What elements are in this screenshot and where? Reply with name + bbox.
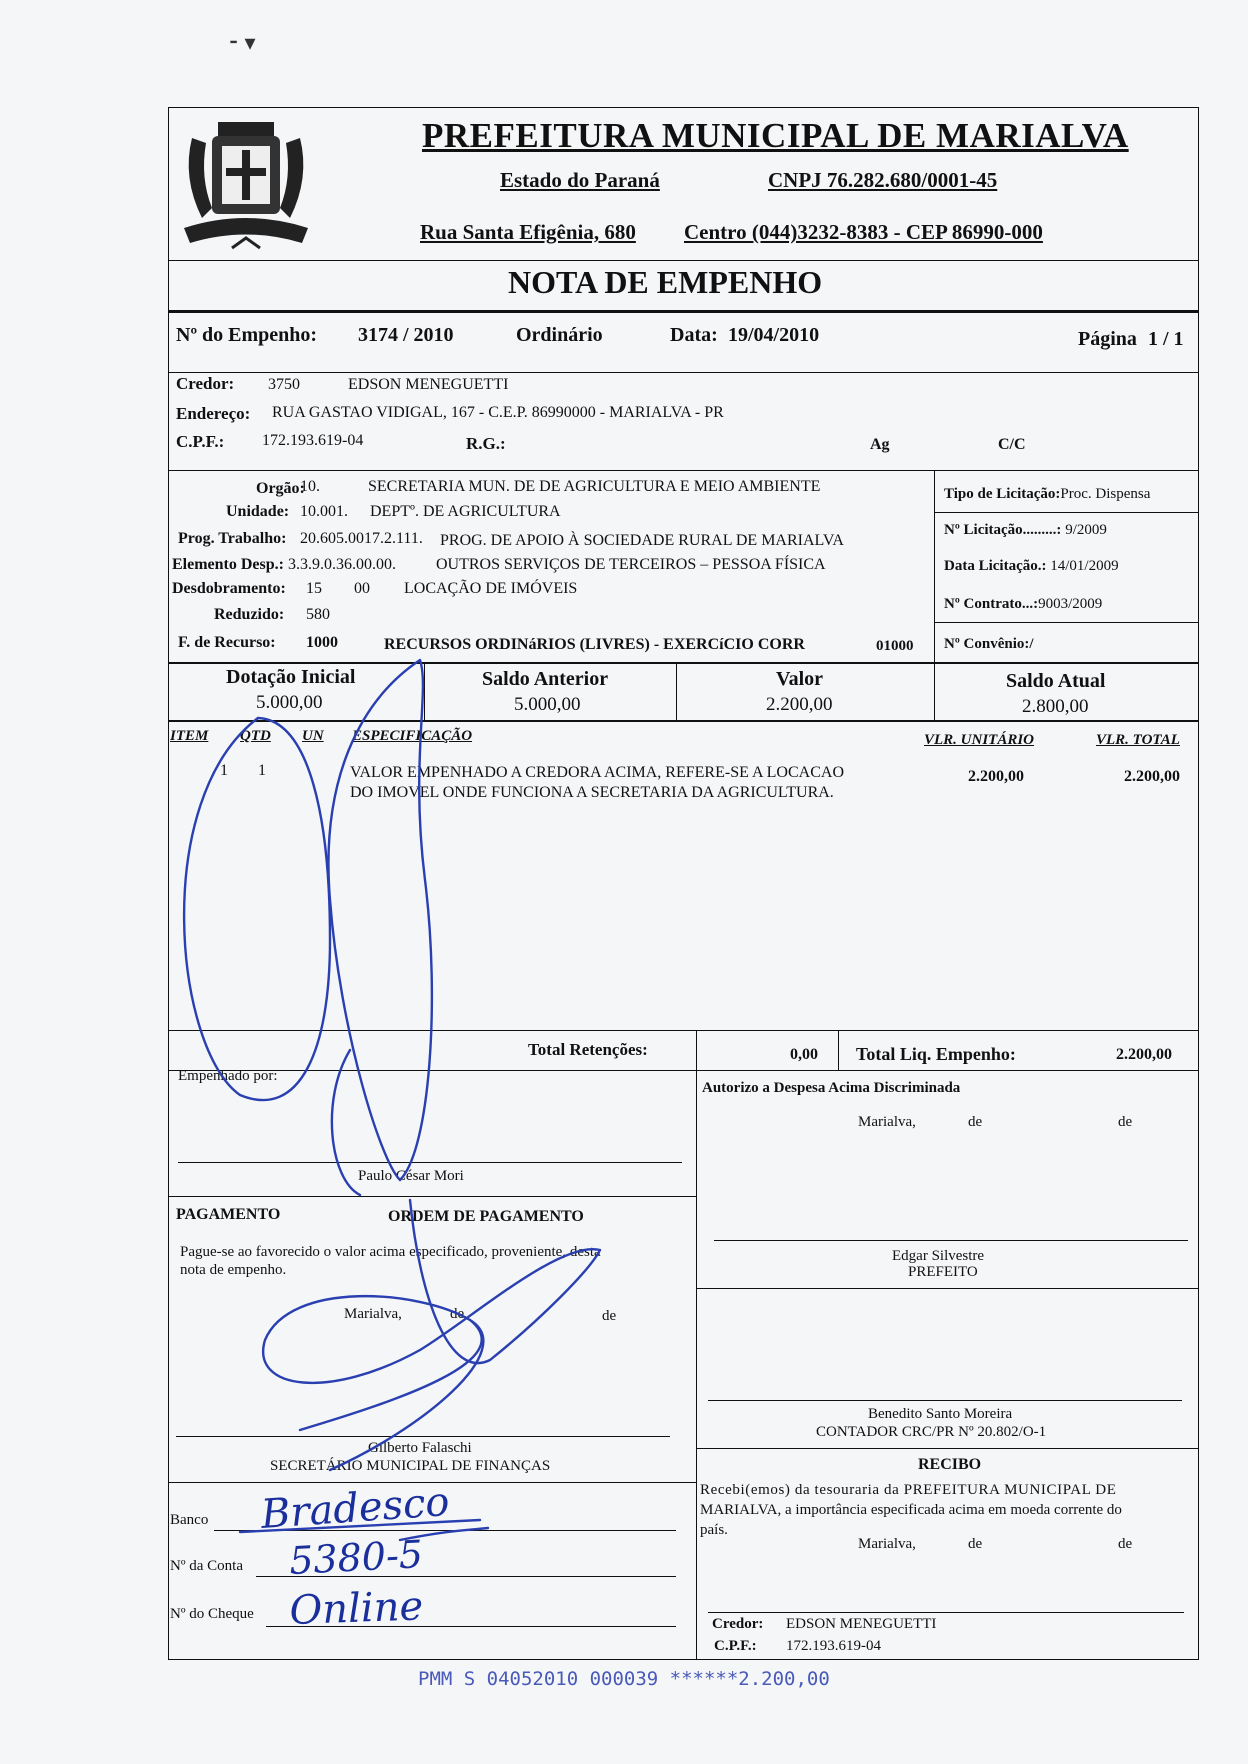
payment-stamp: PMM S 04052010 000039 ******2.200,00	[418, 1668, 830, 1690]
signature-line	[714, 1240, 1188, 1241]
autorizo-place: Marialva,	[858, 1114, 916, 1130]
orgao-label: Orgão:	[256, 480, 305, 497]
empenho-number-label: Nº do Empenho:	[176, 324, 318, 346]
reduzido-label: Reduzido:	[214, 606, 285, 623]
reduzido-value: 580	[306, 606, 330, 623]
cc-label: C/C	[998, 436, 1026, 453]
prog-label: Prog. Trabalho:	[178, 530, 287, 547]
col-vlr-unitario: VLR. UNITÁRIO	[924, 732, 1035, 748]
convenio-label: Nº Convênio:/	[944, 636, 1034, 652]
licitacao-numero-value: 9/2009	[1065, 522, 1107, 538]
recurso-name: RECURSOS ORDINáRIOS (LIVRES) - EXERCíCIO CORR	[384, 636, 805, 653]
divider	[168, 310, 1199, 313]
recibo-text3: país.	[700, 1522, 728, 1538]
item-total-value: 2.200,00	[1124, 768, 1180, 785]
divider	[168, 1196, 696, 1197]
signature-line	[176, 1436, 670, 1437]
recibo-de1: de	[968, 1536, 983, 1552]
secretario-name: Gilberto Falaschi	[368, 1440, 472, 1456]
divider	[168, 1070, 1199, 1071]
contrato	[944, 596, 1102, 613]
signature-line	[708, 1612, 1184, 1613]
licitacao-tipo-label: Tipo de Licitação:	[944, 486, 1061, 502]
divider	[838, 1030, 839, 1070]
cpf-label: C.P.F.:	[176, 432, 225, 451]
desdobramento-code2: 00	[354, 580, 370, 597]
divider	[934, 662, 935, 720]
prog-name: PROG. DE APOIO À SOCIEDADE RURAL DE MARIALVA	[440, 532, 844, 549]
cnpj: CNPJ 76.282.680/0001-45	[768, 168, 998, 192]
divider	[696, 1448, 1199, 1449]
elemento-label: Elemento Desp.:	[172, 556, 284, 573]
empenho-date-label: Data:	[670, 324, 718, 346]
unidade-code: 10.001.	[300, 503, 348, 520]
recibo-credor-label: Credor:	[712, 1616, 764, 1632]
saldo-atual-label: Saldo Atual	[1006, 670, 1106, 692]
retencoes-label: Total Retenções:	[528, 1040, 648, 1059]
prog-code: 20.605.0017.2.111.	[300, 530, 423, 547]
recibo-text1: Recebi(emos) da tesouraria da PREFEITURA MUNICIPAL DE	[700, 1482, 1117, 1498]
recibo-title: RECIBO	[918, 1456, 982, 1473]
banco-handwriting: Bradesco	[259, 1478, 451, 1538]
credor-code: 3750	[268, 376, 300, 393]
prefeito-name: Edgar Silvestre	[892, 1248, 985, 1264]
contador-role: CONTADOR CRC/PR Nº 20.802/O-1	[816, 1424, 1047, 1440]
pagamento-text2: nota de empenho.	[180, 1262, 287, 1278]
desdobramento-name: LOCAÇÃO DE IMÓVEIS	[404, 580, 578, 597]
contador-name: Benedito Santo Moreira	[868, 1406, 1013, 1422]
page-number: 1 / 1	[1148, 328, 1184, 350]
licitacao-data-value: 14/01/2009	[1050, 558, 1119, 574]
recurso-code: 1000	[306, 634, 338, 651]
empenho-type: Ordinário	[516, 324, 603, 346]
conta-label: Nº da Conta	[170, 1558, 243, 1574]
divider	[696, 1030, 697, 1070]
elemento-code: 3.3.9.0.36.00.00.	[288, 556, 396, 573]
cheque-handwriting: Online	[288, 1583, 424, 1634]
item-unit-value: 2.200,00	[968, 768, 1024, 785]
licitacao-tipo-value: Proc. Dispensa	[1060, 486, 1151, 502]
desdobramento-code: 15	[306, 580, 322, 597]
empenho-number: 3174 / 2010	[358, 324, 454, 346]
cheque-label: Nº do Cheque	[170, 1606, 254, 1622]
divider	[934, 470, 935, 662]
divider	[168, 720, 1199, 722]
valor-label: Valor	[776, 668, 824, 690]
recurso-label: F. de Recurso:	[178, 634, 276, 651]
dotacao-label: Dotação Inicial	[226, 666, 356, 688]
empenhado-name: Paulo César Mori	[358, 1168, 464, 1184]
pagamento-title: PAGAMENTO	[176, 1206, 281, 1223]
credor-address: RUA GASTAO VIDIGAL, 167 - C.E.P. 86990000 - MARIALVA - PR	[272, 404, 724, 421]
col-un: UN	[302, 728, 324, 744]
credor-label: Credor:	[176, 374, 235, 393]
credor-name: EDSON MENEGUETTI	[348, 376, 509, 393]
total-liq-label: Total Liq. Empenho:	[856, 1044, 1016, 1064]
signature-line	[708, 1400, 1182, 1401]
divider	[676, 662, 677, 720]
autorizo-de1: de	[968, 1114, 983, 1130]
valor-value: 2.200,00	[766, 694, 833, 715]
divider	[168, 1482, 696, 1483]
licitacao-numero	[944, 522, 1107, 539]
ordem-pagamento-title: ORDEM DE PAGAMENTO	[388, 1208, 584, 1225]
recibo-text2: MARIALVA, a importância especificada acima em moeda corrente do	[700, 1502, 1122, 1518]
ag-label: Ag	[870, 436, 890, 453]
saldo-anterior-label: Saldo Anterior	[482, 668, 609, 690]
divider	[168, 662, 1199, 664]
recibo-de2: de	[1118, 1536, 1133, 1552]
pagamento-place: Marialva,	[344, 1306, 402, 1322]
pagamento-de2: de	[602, 1308, 617, 1324]
empenho-date: 19/04/2010	[728, 324, 820, 346]
recibo-credor-name: EDSON MENEGUETTI	[786, 1616, 937, 1632]
credor-cpf: 172.193.619-04	[262, 432, 364, 449]
unidade-label: Unidade:	[226, 503, 290, 520]
contact: Centro (044)3232-8383 - CEP 86990-000	[684, 220, 1043, 244]
orgao-code: 10.	[300, 478, 320, 495]
contrato-label: Nº Contrato...:	[944, 596, 1039, 612]
unidade-name: DEPTº. DE AGRICULTURA	[370, 503, 561, 520]
pagamento-text1: Pague-se ao favorecido o valor acima especificado, proveniente, desta	[180, 1244, 601, 1260]
state-name: Estado do Paraná	[500, 168, 660, 192]
orgao-name: SECRETARIA MUN. DE DE AGRICULTURA E MEIO AMBIENTE	[368, 478, 821, 495]
desdobramento-label: Desdobramento:	[172, 580, 286, 597]
divider	[934, 512, 1199, 513]
item-number: 1	[220, 762, 228, 779]
recibo-place: Marialva,	[858, 1536, 916, 1552]
divider	[934, 622, 1199, 623]
signature-line	[178, 1162, 682, 1163]
recibo-cpf-label: C.P.F.:	[714, 1638, 757, 1654]
divider	[696, 1070, 697, 1660]
pagamento-de1: de	[450, 1306, 465, 1322]
conta-handwriting: 5380-5	[288, 1532, 425, 1583]
col-vlr-total: VLR. TOTAL	[1096, 732, 1180, 748]
page-title: PREFEITURA MUNICIPAL DE MARIALVA	[422, 116, 1129, 155]
recurso-number: 01000	[876, 638, 914, 654]
banco-label: Banco	[170, 1512, 209, 1528]
rg-label: R.G.:	[466, 434, 506, 453]
item-spec-line1: VALOR EMPENHADO A CREDORA ACIMA, REFERE-SE A LOCACAO	[350, 764, 844, 781]
endereco-label: Endereço:	[176, 404, 251, 423]
item-qtd: 1	[258, 762, 266, 779]
licitacao-numero-label: Nº Licitação.........:	[944, 522, 1062, 538]
divider	[168, 470, 1199, 471]
document-title: NOTA DE EMPENHO	[508, 264, 823, 300]
coat-of-arms-logo	[172, 108, 320, 258]
col-qtd: QTD	[240, 728, 271, 744]
divider	[168, 260, 1199, 261]
saldo-atual-value: 2.800,00	[1022, 696, 1089, 717]
licitacao-data	[944, 558, 1119, 575]
total-liq-value: 2.200,00	[1116, 1046, 1172, 1063]
secretario-role: SECRETÁRIO MUNICIPAL DE FINANÇAS	[270, 1458, 551, 1474]
col-especificacao: ESPECIFICAÇÃO	[352, 728, 473, 744]
elemento-name: OUTROS SERVIÇOS DE TERCEIROS – PESSOA FÍSICA	[436, 556, 826, 573]
page-mark: ⁃ ▾	[228, 30, 256, 55]
address: Rua Santa Efigênia, 680	[420, 220, 636, 244]
divider	[168, 372, 1199, 373]
dotacao-value: 5.000,00	[256, 692, 323, 713]
empenhado-label: Empenhado por:	[178, 1068, 278, 1084]
divider	[424, 662, 425, 720]
autorizo-de2: de	[1118, 1114, 1133, 1130]
banco-line	[214, 1530, 676, 1531]
recibo-cpf: 172.193.619-04	[786, 1638, 881, 1654]
page-label: Página	[1078, 328, 1137, 350]
autorizo-title: Autorizo a Despesa Acima Discriminada	[702, 1080, 961, 1096]
licitacao-data-label: Data Licitação.:	[944, 558, 1047, 574]
retencoes-value: 0,00	[790, 1046, 818, 1063]
item-spec-line2: DO IMOVEL ONDE FUNCIONA A SECRETARIA DA AGRICULTURA.	[350, 784, 834, 801]
col-item: ITEM	[170, 728, 209, 744]
contrato-value: 9003/2009	[1038, 596, 1103, 612]
prefeito-role: PREFEITO	[908, 1264, 978, 1280]
saldo-anterior-value: 5.000,00	[514, 694, 581, 715]
licitacao-tipo	[944, 486, 1150, 503]
cheque-line	[266, 1626, 676, 1627]
conta-line	[256, 1576, 676, 1577]
divider	[696, 1288, 1199, 1289]
divider	[168, 1030, 1199, 1031]
